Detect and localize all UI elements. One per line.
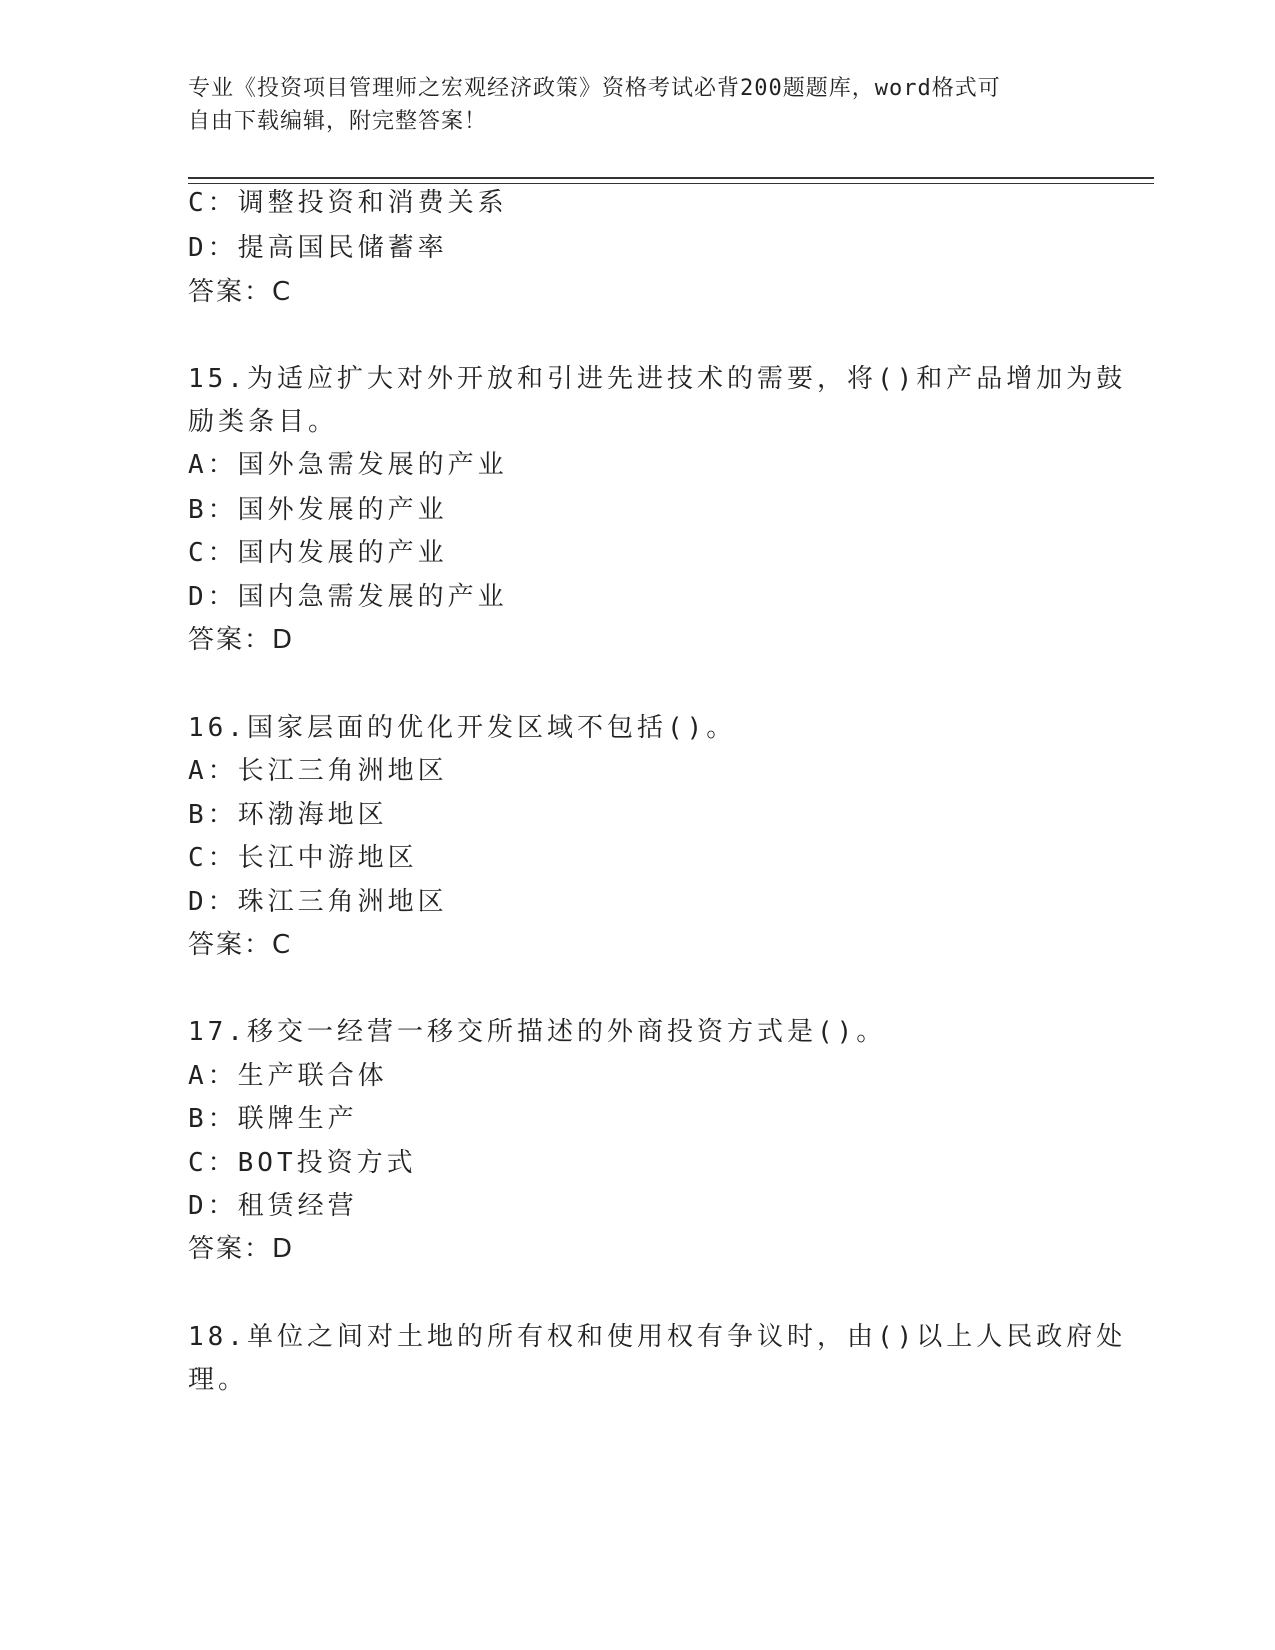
q15-option-a: A：国外急需发展的产业 [188, 450, 508, 480]
q15-answer: 答案：D [188, 625, 295, 655]
header-divider-thick [188, 177, 1154, 179]
q16-option-b: B：环渤海地区 [188, 800, 388, 830]
q15-stem-line-2: 励类条目。 [188, 407, 339, 437]
q15-stem-line-1: 15.为适应扩大对外开放和引进先进技术的需要，将()和产品增加为鼓 [188, 364, 1127, 394]
q17-option-b: B：联牌生产 [188, 1104, 358, 1134]
q17-stem: 17.移交一经营一移交所描述的外商投资方式是()。 [188, 1017, 887, 1047]
header-line-1: 专业《投资项目管理师之宏观经济政策》资格考试必背200题题库，word格式可 [188, 76, 1001, 101]
q17-option-d: D：租赁经营 [188, 1191, 358, 1221]
q18-stem-line-2: 理。 [188, 1365, 249, 1395]
q16-option-a: A：长江三角洲地区 [188, 756, 448, 786]
prev-answer: 答案：C [188, 277, 293, 307]
header-divider-thin [188, 183, 1154, 184]
q16-stem: 16.国家层面的优化开发区域不包括()。 [188, 713, 737, 743]
prev-option-d: D：提高国民储蓄率 [188, 233, 448, 263]
q16-option-c: C：长江中游地区 [188, 843, 418, 873]
q15-option-d: D：国内急需发展的产业 [188, 582, 508, 612]
q18-stem-line-1: 18.单位之间对土地的所有权和使用权有争议时，由()以上人民政府处 [188, 1322, 1127, 1352]
q16-answer: 答案：C [188, 930, 293, 960]
q16-option-d: D：珠江三角洲地区 [188, 887, 448, 917]
q17-option-c: C：BOT投资方式 [188, 1148, 417, 1178]
q17-answer: 答案：D [188, 1234, 295, 1264]
q15-option-b: B：国外发展的产业 [188, 495, 448, 525]
prev-option-c: C：调整投资和消费关系 [188, 188, 508, 218]
document-header [188, 72, 1068, 138]
header-line-2: 自由下载编辑，附完整答案！ [188, 109, 488, 134]
q15-option-c: C：国内发展的产业 [188, 538, 448, 568]
q17-option-a: A：生产联合体 [188, 1061, 388, 1091]
